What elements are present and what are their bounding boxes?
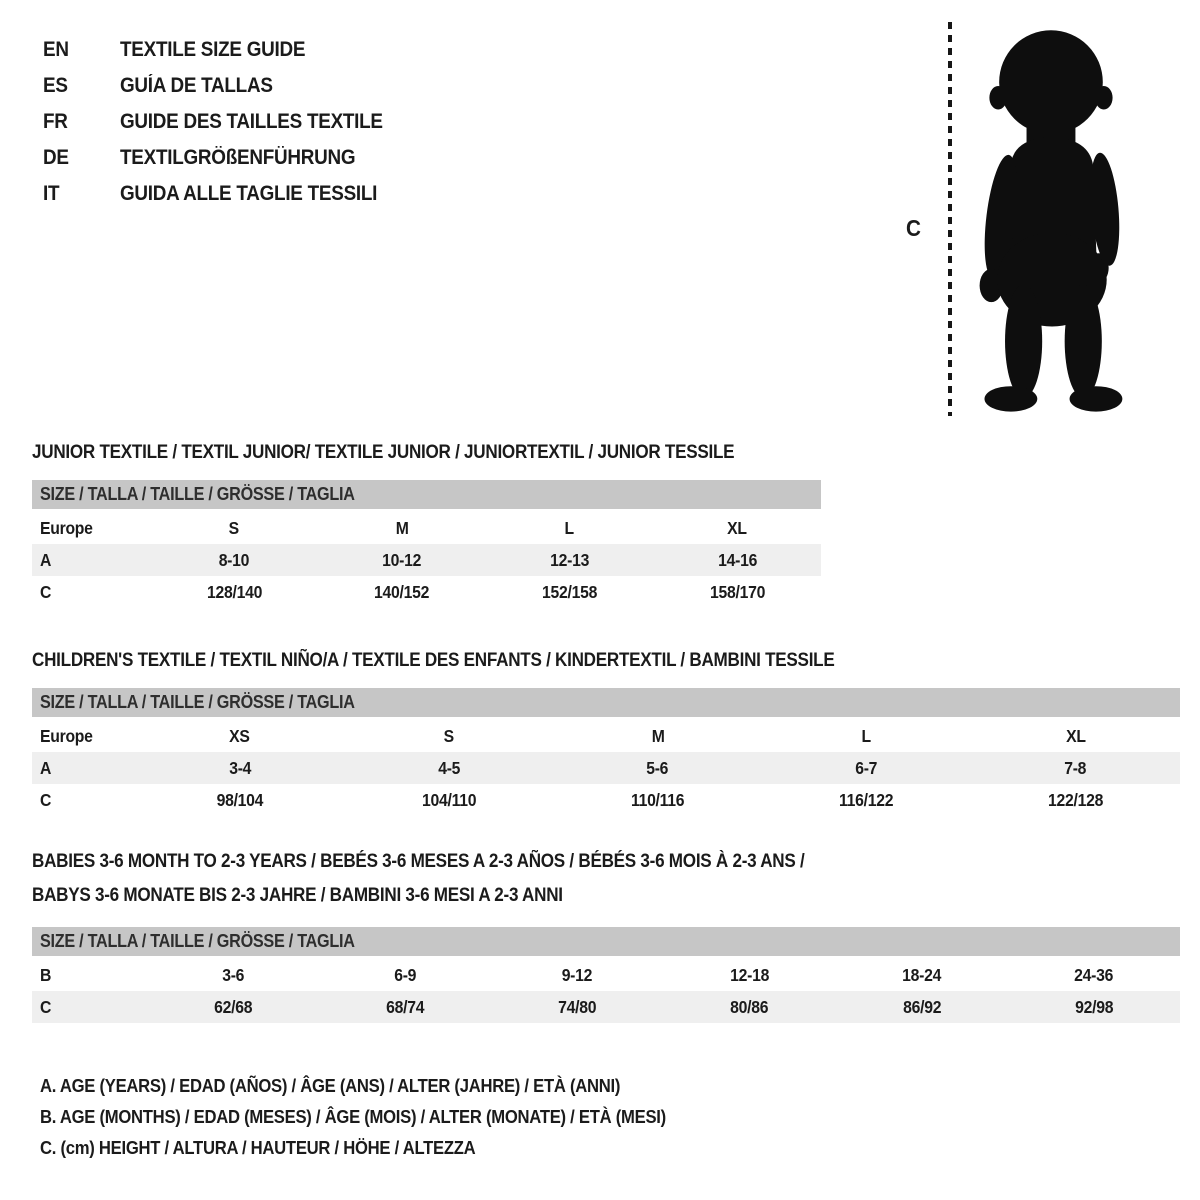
size-cell bbox=[135, 758, 344, 779]
language-title-row bbox=[43, 38, 412, 74]
section-heading-line bbox=[32, 436, 812, 470]
footnote-line-b bbox=[40, 1101, 735, 1132]
size-cell bbox=[318, 518, 486, 539]
text-span: XL bbox=[727, 517, 747, 538]
section-heading-line bbox=[32, 644, 924, 678]
text-span: 3-6 bbox=[221, 964, 244, 985]
text-span: IT bbox=[43, 182, 60, 205]
size-cell bbox=[653, 582, 821, 603]
row-label-cell bbox=[32, 726, 135, 747]
text-span: 6-7 bbox=[855, 757, 878, 778]
text-span: 92/98 bbox=[1074, 996, 1113, 1017]
size-cell bbox=[663, 965, 835, 986]
height-measure-line bbox=[948, 22, 952, 416]
size-cell bbox=[1008, 997, 1180, 1018]
text-span: A bbox=[40, 549, 52, 570]
text-span: 62/68 bbox=[213, 996, 252, 1017]
table-row-europe bbox=[32, 720, 1180, 752]
language-title-list bbox=[43, 38, 412, 218]
size-cell bbox=[319, 997, 491, 1018]
size-cell bbox=[836, 997, 1008, 1018]
footnote-line-c bbox=[40, 1132, 735, 1163]
guide-title-it bbox=[120, 182, 406, 206]
footnote-list bbox=[40, 1070, 735, 1163]
section-heading-junior bbox=[32, 436, 812, 470]
text-span: C bbox=[40, 789, 52, 810]
text-span: C. (cm) HEIGHT / ALTURA / HAUTEUR / HÖHE / ALTEZZA bbox=[40, 1136, 476, 1158]
size-cell bbox=[762, 790, 971, 811]
text-span: 3-4 bbox=[228, 757, 251, 778]
size-cell bbox=[836, 965, 1008, 986]
table-row-europe bbox=[32, 512, 821, 544]
text-span: 122/128 bbox=[1047, 789, 1104, 810]
language-code-es bbox=[43, 74, 120, 98]
size-cell bbox=[318, 550, 486, 571]
text-span: 152/158 bbox=[541, 581, 598, 602]
text-span: TEXTILGRÖßENFÜHRUNG bbox=[120, 146, 356, 169]
size-cell bbox=[762, 726, 971, 747]
table-row-c bbox=[32, 576, 821, 608]
text-span: 104/110 bbox=[421, 789, 476, 810]
text-span: S bbox=[443, 725, 454, 746]
text-span: 86/92 bbox=[902, 996, 941, 1017]
size-table-children bbox=[32, 688, 1180, 816]
text-span: S bbox=[229, 517, 240, 538]
text-span: TEXTILE SIZE GUIDE bbox=[120, 38, 306, 61]
text-span: 68/74 bbox=[386, 996, 425, 1017]
row-label-cell bbox=[32, 550, 150, 571]
table-row-a bbox=[32, 752, 1180, 784]
size-cell bbox=[971, 790, 1180, 811]
size-cell bbox=[491, 997, 663, 1018]
text-span: CHILDREN'S TEXTILE / TEXTIL NIÑO/A / TEXTILE DES ENFANTS / KINDERTEXTIL / BAMBINI TESSILE bbox=[32, 650, 835, 671]
row-label-cell bbox=[32, 965, 147, 986]
size-cell bbox=[971, 758, 1180, 779]
text-span: BABIES 3-6 MONTH TO 2-3 YEARS / BEBÉS 3-6 MESES A 2-3 AÑOS / BÉBÉS 3-6 MOIS À 2-3 ANS / bbox=[32, 851, 805, 872]
footnote-line-a bbox=[40, 1070, 735, 1101]
section-heading-line bbox=[32, 879, 890, 913]
size-cell bbox=[344, 790, 553, 811]
guide-title-es bbox=[120, 74, 290, 98]
row-label-cell bbox=[32, 758, 135, 779]
row-label-cell bbox=[32, 997, 147, 1018]
text-span: EN bbox=[43, 38, 69, 61]
text-span: C bbox=[40, 581, 52, 602]
text-span: A. AGE (YEARS) / EDAD (AÑOS) / ÂGE (ANS) / ALTER (JAHRE) / ETÀ (ANNI) bbox=[40, 1074, 621, 1096]
language-title-row bbox=[43, 146, 412, 182]
guide-title-de bbox=[120, 146, 381, 170]
size-cell bbox=[486, 518, 654, 539]
text-span: 116/122 bbox=[839, 789, 894, 810]
size-cell bbox=[1008, 965, 1180, 986]
text-span: 14-16 bbox=[717, 549, 757, 570]
size-cell bbox=[150, 518, 318, 539]
text-span: GUIDA ALLE TAGLIE TESSILI bbox=[120, 182, 378, 205]
section-heading-children bbox=[32, 644, 924, 678]
text-span: 5-6 bbox=[646, 757, 669, 778]
size-cell bbox=[663, 997, 835, 1018]
table-row-c bbox=[32, 784, 1180, 816]
size-cell bbox=[971, 726, 1180, 747]
table-row-c bbox=[32, 991, 1180, 1023]
text-span: GUÍA DE TALLAS bbox=[120, 74, 273, 97]
size-cell bbox=[762, 758, 971, 779]
text-span: 12-18 bbox=[730, 964, 769, 985]
text-span: M bbox=[395, 517, 409, 538]
text-span: JUNIOR TEXTILE / TEXTIL JUNIOR/ TEXTILE JUNIOR / JUNIORTEXTIL / JUNIOR TESSILE bbox=[32, 442, 735, 463]
size-cell bbox=[135, 790, 344, 811]
row-label-cell bbox=[32, 582, 150, 603]
text-span: 8-10 bbox=[218, 549, 250, 570]
text-span: 10-12 bbox=[382, 549, 422, 570]
size-cell bbox=[147, 965, 319, 986]
text-span: 7-8 bbox=[1064, 757, 1087, 778]
size-cell bbox=[486, 582, 654, 603]
size-cell bbox=[150, 550, 318, 571]
size-band bbox=[32, 480, 821, 509]
size-cell bbox=[553, 758, 762, 779]
table-row-b bbox=[32, 959, 1180, 991]
row-label-cell bbox=[32, 790, 135, 811]
text-span: SIZE / TALLA / TAILLE / GRÖSSE / TAGLIA bbox=[40, 484, 355, 504]
text-span: SIZE / TALLA / TAILLE / GRÖSSE / TAGLIA bbox=[40, 931, 355, 951]
text-span: 4-5 bbox=[437, 757, 460, 778]
text-span: FR bbox=[43, 110, 68, 133]
guide-title-en bbox=[120, 38, 326, 62]
size-cell bbox=[344, 726, 553, 747]
text-span: 80/86 bbox=[730, 996, 769, 1017]
text-span: Europe bbox=[40, 517, 93, 538]
language-title-row bbox=[43, 110, 412, 146]
text-span: XS bbox=[229, 725, 251, 746]
text-span: SIZE / TALLA / TAILLE / GRÖSSE / TAGLIA bbox=[40, 692, 355, 712]
table-row-a bbox=[32, 544, 821, 576]
language-code-it bbox=[43, 182, 120, 206]
text-span: 18-24 bbox=[902, 964, 942, 985]
text-span: L bbox=[564, 517, 575, 538]
size-cell bbox=[553, 726, 762, 747]
text-span: 6-9 bbox=[394, 964, 417, 985]
size-cell bbox=[318, 582, 486, 603]
language-title-row bbox=[43, 74, 412, 110]
text-span: C bbox=[40, 996, 52, 1017]
text-span: 12-13 bbox=[550, 549, 589, 570]
size-cell bbox=[486, 550, 654, 571]
size-cell bbox=[147, 997, 319, 1018]
text-span: Europe bbox=[40, 725, 93, 746]
size-band bbox=[32, 927, 1180, 956]
text-span: L bbox=[861, 725, 872, 746]
language-code-de bbox=[43, 146, 120, 170]
text-span: 74/80 bbox=[558, 996, 597, 1017]
measure-label-c: C bbox=[906, 215, 921, 241]
text-span: 110/116 bbox=[630, 789, 685, 810]
text-span: 140/152 bbox=[374, 581, 430, 602]
size-cell bbox=[344, 758, 553, 779]
section-heading-babies bbox=[32, 845, 890, 913]
size-table-babies bbox=[32, 927, 1180, 1023]
text-span: 98/104 bbox=[216, 789, 264, 810]
size-cell bbox=[653, 550, 821, 571]
row-label-cell bbox=[32, 518, 150, 539]
size-cell bbox=[553, 790, 762, 811]
size-cell bbox=[319, 965, 491, 986]
size-cell bbox=[150, 582, 318, 603]
text-span: ES bbox=[43, 74, 68, 97]
text-span: BABYS 3-6 MONATE BIS 2-3 JAHRE / BAMBINI 3-6 MESI A 2-3 ANNI bbox=[32, 885, 563, 906]
size-cell bbox=[135, 726, 344, 747]
language-code-en bbox=[43, 38, 120, 62]
text-span: 128/140 bbox=[206, 581, 262, 602]
section-heading-line bbox=[32, 845, 890, 879]
text-span: B. AGE (MONTHS) / EDAD (MESES) / ÂGE (MOIS) / ALTER (MONATE) / ETÀ (MESI) bbox=[40, 1105, 666, 1127]
size-table-junior bbox=[32, 480, 821, 608]
language-code-fr bbox=[43, 110, 120, 134]
text-span: GUIDE DES TAILLES TEXTILE bbox=[120, 110, 383, 133]
text-span: M bbox=[651, 725, 665, 746]
size-cell bbox=[653, 518, 821, 539]
size-band bbox=[32, 688, 1180, 717]
guide-title-fr bbox=[120, 110, 412, 134]
text-span: A bbox=[40, 757, 52, 778]
toddler-silhouette-icon bbox=[962, 20, 1138, 418]
size-cell bbox=[491, 965, 663, 986]
text-span: 24-36 bbox=[1074, 964, 1114, 985]
language-title-row bbox=[43, 182, 412, 218]
text-span: 9-12 bbox=[562, 964, 593, 985]
text-span: XL bbox=[1065, 725, 1086, 746]
text-span: 158/170 bbox=[709, 581, 765, 602]
text-span: DE bbox=[43, 146, 69, 169]
text-span: B bbox=[40, 964, 52, 985]
